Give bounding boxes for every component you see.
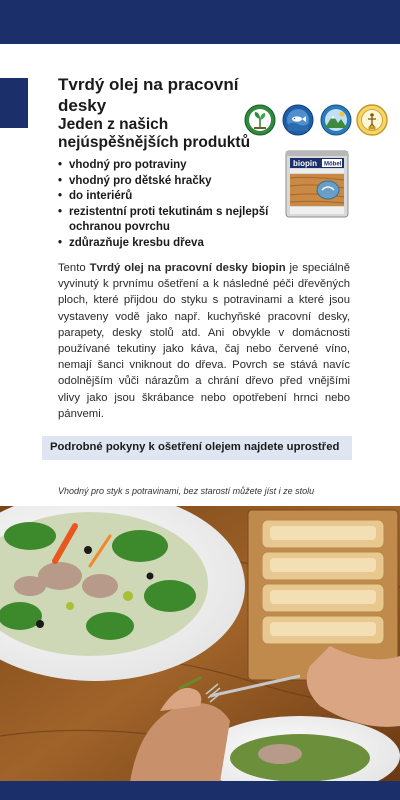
page-subtitle: Jeden z našich nejúspěšnějších produktů	[58, 116, 251, 151]
feature-item: • vhodný pro potraviny	[58, 158, 288, 174]
food-on-table-photo	[0, 506, 400, 782]
description-intro: Tento	[58, 262, 90, 274]
feature-list	[58, 158, 288, 251]
feature-item: • zdůrazňuje kresbu dřeva	[58, 236, 288, 252]
feature-item: • rezistentní proti tekutinám s nejlepší ochranou povrchu	[58, 205, 288, 236]
certification-badges	[244, 104, 388, 138]
bottom-color-bar	[0, 781, 400, 800]
product-description	[58, 260, 350, 422]
can-label: Möbel	[324, 161, 342, 168]
description-body: je speciálně vyvinutý k prvnímu ošetření a k následné péči dřevěných ploch, které přijdou do styku s potravinami a které jsou vystaveny vodě jako např. kuchyňské pracovní desky, parapety, desky stolů atd. Ani obvykle v domácnosti používané tekutiny jako káva, čaj nebo červené víno, nemají šanci vniknout do dřeva. Povrch se stává navíc odolnějším vůči nárazům a chrání dřevo před vnějšími vlivy jako jsou škrábance nebo opotřebení hrnci nebo pánvemi.	[58, 262, 350, 420]
callout-text: Podrobné pokyny k ošetření olejem najdete uprostřed	[50, 441, 340, 453]
can-brand: biopin	[293, 159, 317, 168]
feature-item: • do interiérů	[58, 189, 288, 205]
side-accent-tab	[0, 78, 28, 128]
feature-item: • vhodný pro dětské hračky	[58, 174, 288, 190]
product-can-image	[284, 148, 350, 220]
page-title: Tvrdý olej na pracovní desky	[58, 75, 239, 115]
certification-seal-icon	[356, 104, 388, 136]
top-color-bar	[0, 0, 400, 44]
mountain-icon	[320, 104, 352, 136]
instructions-callout	[42, 436, 352, 460]
photo-caption: Vhodný pro styk s potravinami, bez starostí můžete jíst i ze stolu	[58, 486, 315, 496]
product-name: Tvrdý olej na pracovní desky biopin	[89, 262, 286, 274]
plant-leaf-icon	[244, 104, 276, 136]
water-fish-icon	[282, 104, 314, 136]
